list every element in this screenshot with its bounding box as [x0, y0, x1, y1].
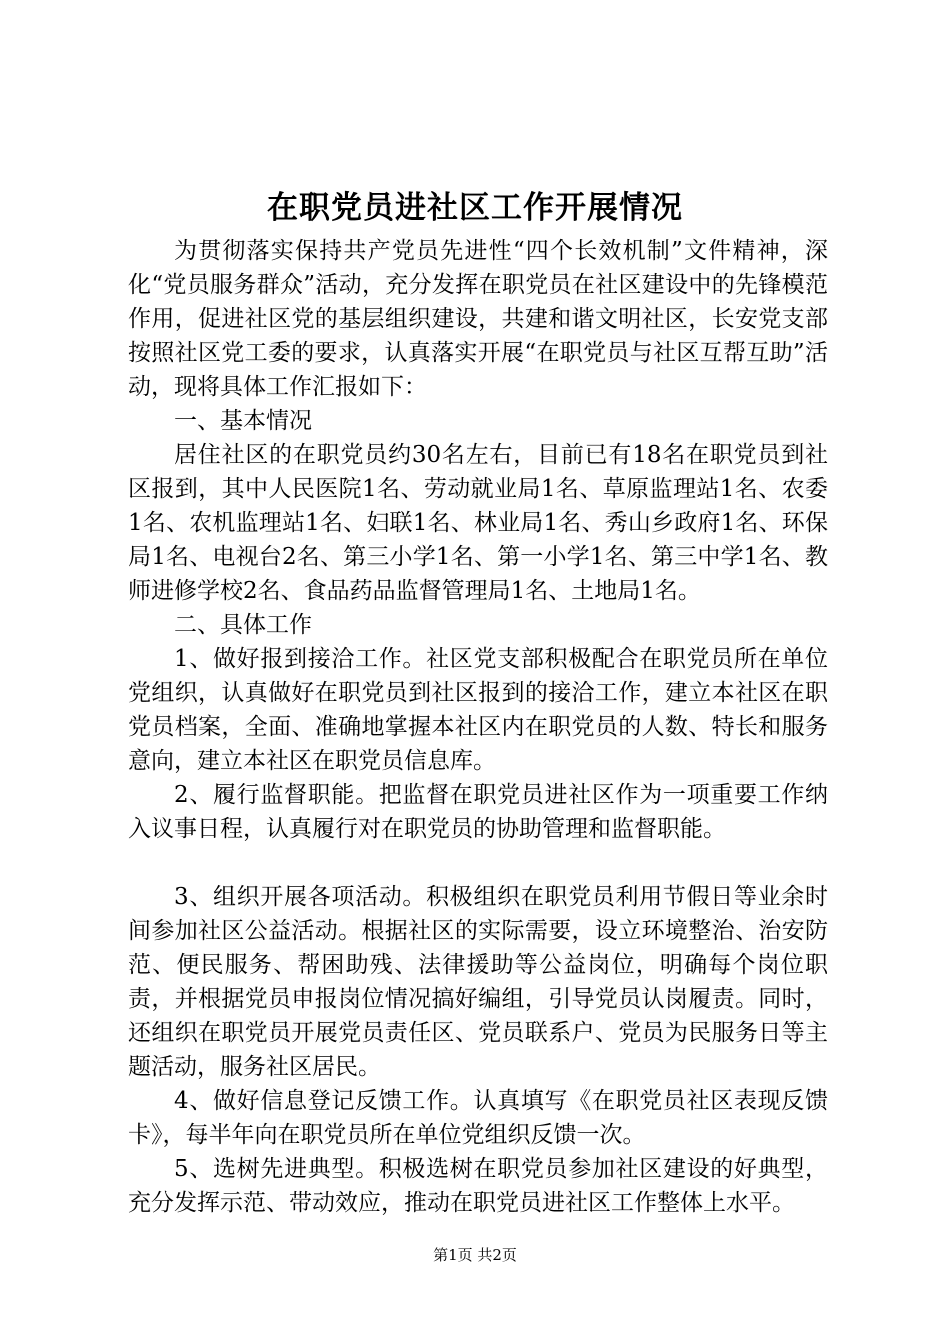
document-body — [128, 234, 828, 1220]
intro-paragraph: 为贯彻落实保持共产党员先进性“四个长效机制”文件精神，深化“党员服务群众”活动，充分发挥在职党员在社区建设中的先锋模范作用，促进社区党的基层组织建设，共建和谐文明社区，长安党支部按照社区党工委的要求，认真落实开展“在职党员与社区互帮互助”活动，现将具体工作汇报如下： — [128, 238, 828, 400]
work-item-5: 5、选树先进典型。积极选树在职党员参加社区建设的好典型，充分发挥示范、带动效应，推动在职党员进社区工作整体上水平。 — [128, 1156, 828, 1216]
work-item-1: 1、做好报到接洽工作。社区党支部积极配合在职党员所在单位党组织，认真做好在职党员到社区报到的接洽工作，建立本社区在职党员档案，全面、准确地掌握本社区内在职党员的人数、特长和服务意向，建立本社区在职党员信息库。 — [128, 646, 828, 774]
work-item-3: 3、组织开展各项活动。积极组织在职党员利用节假日等业余时间参加社区公益活动。根据社区的实际需要，设立环境整治、治安防范、便民服务、帮困助残、法律援助等公益岗位，明确每个岗位职责，并根据党员申报岗位情况搞好编组，引导党员认岗履责。同时，还组织在职党员开展党员责任区、党员联系户、党员为民服务日等主题活动，服务社区居民。 — [128, 884, 828, 1080]
section-heading-basic: 一、基本情况 — [174, 408, 312, 434]
document-title: 在职党员进社区工作开展情况 — [267, 190, 683, 226]
page-footer: 第1页 共2页 — [433, 1246, 517, 1264]
section-heading-work: 二、具体工作 — [174, 612, 312, 638]
work-item-4: 4、做好信息登记反馈工作。认真填写《在职党员社区表现反馈卡》，每半年向在职党员所在单位党组织反馈一次。 — [128, 1088, 828, 1148]
basic-info-paragraph: 居住社区的在职党员约30名左右，目前已有18名在职党员到社区报到，其中人民医院1名、劳动就业局1名、草原监理站1名、农委1名、农机监理站1名、妇联1名、林业局1名、秀山乡政府1名、环保局1名、电视台2名、第三小学1名、第一小学1名、第三中学1名、教师进修学校2名、食品药品监督管理局1名、土地局1名。 — [128, 442, 828, 604]
work-item-2: 2、履行监督职能。把监督在职党员进社区作为一项重要工作纳入议事日程，认真履行对在职党员的协助管理和监督职能。 — [128, 782, 828, 842]
